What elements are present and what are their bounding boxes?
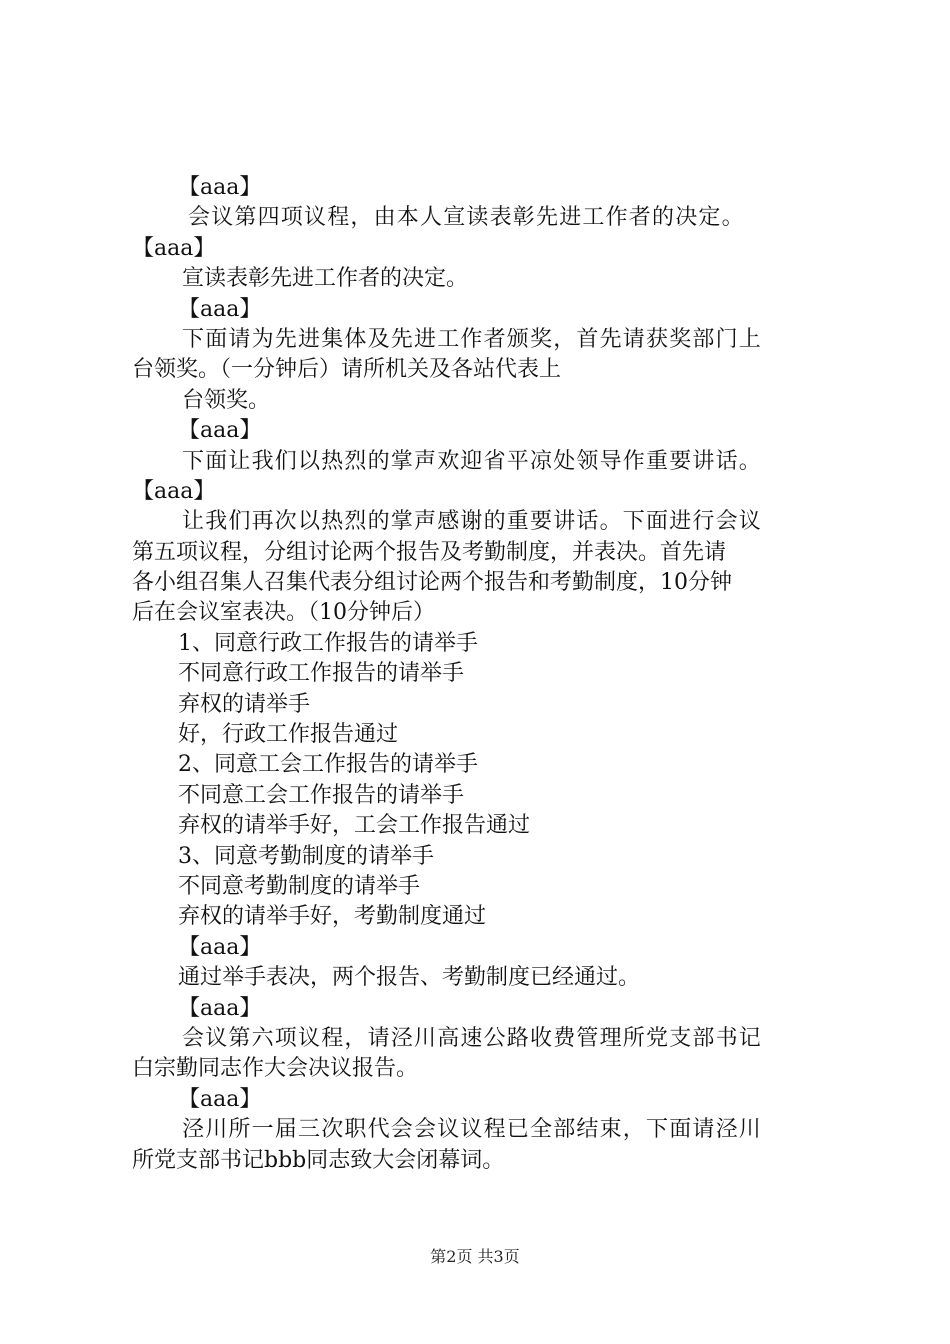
paragraph-line: 各小组召集人召集代表分组讨论两个报告和考勤制度，10分钟 [132,570,732,596]
vote-line: 弃权的请举手好，工会工作报告通过 [178,813,531,839]
paragraph-line: 台领奖。 [182,387,271,413]
vote-line: 1、同意行政工作报告的请举手 [178,630,478,656]
paragraph-line: 台领奖。（一分钟后）请所机关及各站代表上 [132,357,562,383]
paragraph-line: 第五项议程，分组讨论两个报告及考勤制度，并表决。首先请 [132,539,727,565]
paragraph-line: 让我们再次以热烈的掌声感谢的重要讲话。下面进行会议 [182,509,763,535]
paragraph-line: 通过举手表决，两个报告、考勤制度已经通过。 [178,965,641,991]
paragraph-line: 宣读表彰先进工作者的决定。 [182,266,469,292]
document-body [132,173,832,1176]
speaker-tag: 【aaa】 [132,235,216,261]
speaker-tag: 【aaa】 [132,478,216,504]
vote-line: 3、同意考勤制度的请举手 [178,843,434,869]
vote-line: 不同意行政工作报告的请举手 [178,661,465,687]
page-number-footer: 第2页 共3页 [430,1247,520,1266]
paragraph-line: 泾川所一届三次职代会会议议程已全部结束，下面请泾川 [182,1117,763,1143]
paragraph-line: 后在会议室表决。（10分钟后） [132,600,435,626]
speaker-tag: 【aaa】 [178,995,262,1021]
speaker-tag: 【aaa】 [178,1086,262,1112]
paragraph-line: 下面请为先进集体及先进工作者颁奖，首先请获奖部门上 [182,326,763,352]
paragraph-line: 会议第四项议程，由本人宣读表彰先进工作者的决定。 [188,205,745,231]
paragraph-line: 下面让我们以热烈的掌声欢迎省平凉处领导作重要讲话。 [182,448,763,474]
paragraph-line: 白宗勤同志作大会决议报告。 [132,1056,419,1082]
paragraph-line: 会议第六项议程，请泾川高速公路收费管理所党支部书记 [182,1025,763,1051]
speaker-tag: 【aaa】 [178,296,262,322]
vote-line: 不同意工会工作报告的请举手 [178,782,465,808]
vote-line: 2、同意工会工作报告的请举手 [178,752,478,778]
speaker-tag: 【aaa】 [178,175,262,200]
paragraph-line: 所党支部书记bbb同志致大会闭幕词。 [132,1147,505,1173]
vote-line: 好，行政工作报告通过 [178,722,399,748]
vote-line: 弃权的请举手 [178,691,311,717]
speaker-tag: 【aaa】 [178,934,262,960]
vote-line: 不同意考勤制度的请举手 [178,873,421,899]
vote-line: 弃权的请举手好，考勤制度通过 [178,904,487,930]
speaker-tag: 【aaa】 [178,418,262,444]
